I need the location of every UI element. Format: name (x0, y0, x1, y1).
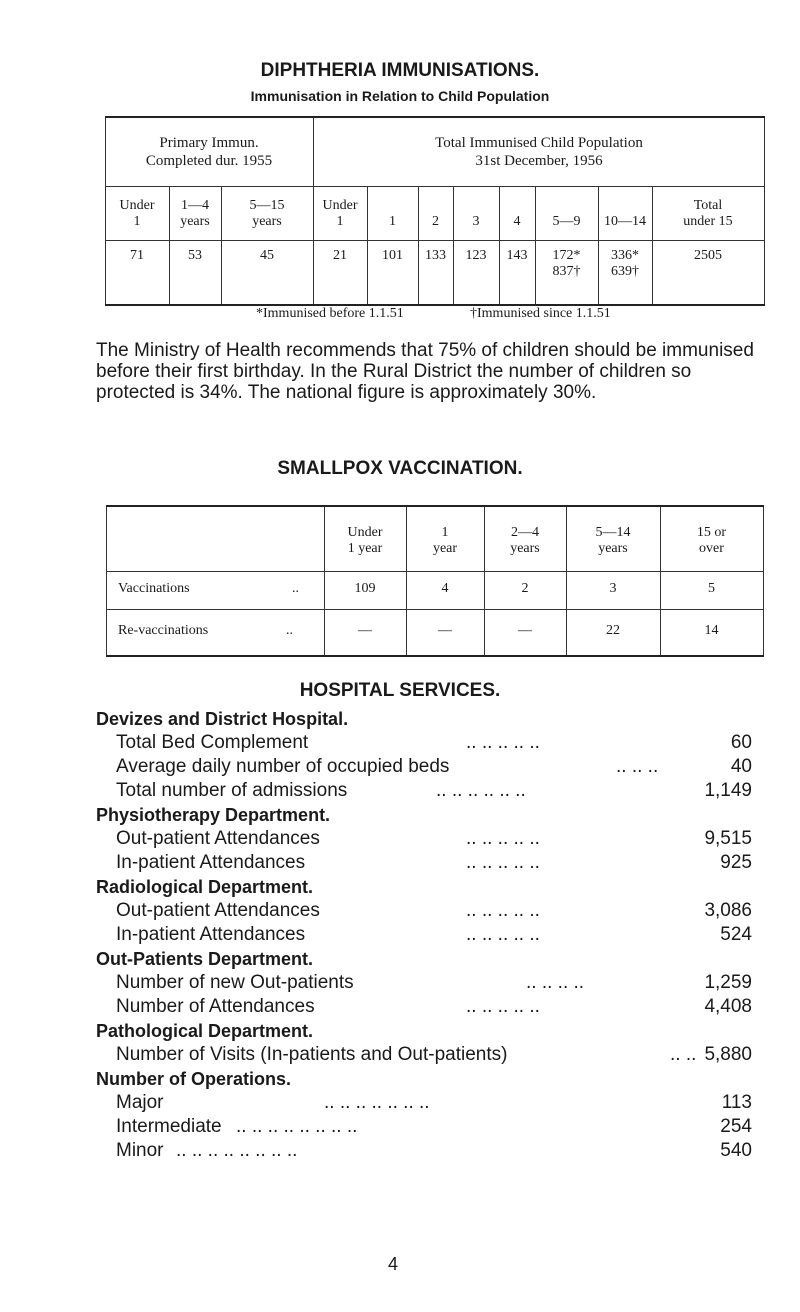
footnote-dagger: †Immunised since 1.1.51 (470, 306, 611, 321)
list-item (96, 732, 752, 754)
footnote-star: *Immunised before 1.1.51 (256, 306, 404, 321)
table-cell: 14 (704, 623, 719, 638)
item-label: Number of Visits (In-patients and Out-patients) (116, 1044, 508, 1065)
table-cell: 53 (188, 248, 202, 263)
table-cell: 45 (260, 248, 274, 263)
item-dots: .. .. .. .. .. (466, 924, 540, 945)
section-heading: Physiotherapy Department. (96, 805, 331, 825)
item-dots: .. .. .. .. .. (466, 828, 540, 849)
hospital-title: HOSPITAL SERVICES. (299, 680, 501, 701)
list-item (96, 780, 752, 802)
smallpox-title: SMALLPOX VACCINATION. (277, 458, 523, 479)
total-immunised-header: Total Immunised Child Population 31st December, 1956 (435, 135, 643, 169)
item-dots: .. .. .. (616, 756, 659, 777)
list-item (96, 852, 752, 874)
table-cell: 71 (130, 248, 144, 263)
item-dots: .. .. .. .. .. .. .. .. (176, 1140, 298, 1161)
table-cell: 22 (606, 623, 620, 638)
item-value: 113 (721, 1092, 752, 1113)
list-item (96, 828, 752, 850)
item-label: Number of Attendances (116, 996, 315, 1017)
list-item (96, 996, 752, 1018)
col-header: 10—14 (604, 214, 646, 229)
item-label: Total Bed Complement (116, 732, 309, 753)
item-value: 5,880 (704, 1044, 752, 1065)
list-item (96, 1092, 752, 1114)
item-label: Out-patient Attendances (116, 900, 320, 921)
list-item (96, 900, 752, 922)
table-cell: — (518, 623, 532, 638)
item-label: Minor (116, 1140, 164, 1161)
list-item (96, 924, 752, 946)
item-dots: .. .. .. .. .. .. .. .. (236, 1116, 358, 1137)
col-header: Total under 15 (683, 198, 733, 229)
item-label: Number of new Out-patients (116, 972, 354, 993)
section-heading: Pathological Department. (96, 1021, 314, 1041)
table-cell: 2505 (694, 248, 722, 263)
primary-immun-header: Primary Immun. Completed dur. 1955 (145, 135, 273, 169)
table-cell: — (358, 623, 372, 638)
section-heading: Number of Operations. (96, 1069, 292, 1089)
row-label: Vaccinations (118, 581, 190, 596)
item-dots: .. .. .. .. .. (466, 996, 540, 1017)
item-value: 524 (720, 924, 752, 945)
col-header: 2—4 years (510, 525, 540, 556)
item-label: Intermediate (116, 1116, 222, 1137)
item-value: 3,086 (704, 900, 752, 921)
row-dots: .. (292, 581, 299, 596)
item-value: 40 (730, 756, 752, 777)
item-label: Total number of admissions (116, 780, 348, 801)
section-heading: Devizes and District Hospital. (96, 709, 349, 729)
col-header: 5—14 years (595, 525, 631, 556)
row-dots: .. (286, 623, 293, 638)
list-item (96, 756, 752, 778)
item-value: 60 (730, 732, 752, 753)
col-header: 15 or over (696, 525, 727, 556)
diphtheria-title: DIPHTHERIA IMMUNISATIONS. (260, 60, 540, 81)
table-cell: 172* 837† (552, 248, 581, 279)
item-dots: .. .. .. .. .. (466, 900, 540, 921)
table-cell: 123 (465, 248, 487, 263)
item-label: Average daily number of occupied beds (116, 756, 450, 777)
item-dots: .. .. .. .. .. .. (436, 780, 526, 801)
col-header: 2 (432, 214, 439, 229)
page-number: 4 (388, 1254, 399, 1274)
item-value: 4,408 (704, 996, 752, 1017)
col-header: 4 (513, 214, 521, 229)
table-cell: 2 (521, 581, 529, 596)
smallpox-table (106, 505, 764, 657)
section-heading: Out-Patients Department. (96, 949, 314, 969)
list-item (96, 972, 752, 994)
item-label: In-patient Attendances (116, 852, 306, 873)
table-cell: 336* 639† (611, 248, 639, 279)
col-header: 3 (472, 214, 480, 229)
item-value: 9,515 (704, 828, 752, 849)
table-cell: 101 (382, 248, 403, 263)
col-header: Under 1 (119, 198, 155, 229)
col-header: 1 (389, 214, 396, 229)
list-item (96, 1140, 752, 1162)
item-dots: .. .. .. .. (526, 972, 585, 993)
item-label: In-patient Attendances (116, 924, 306, 945)
col-header: 1—4 years (180, 198, 210, 229)
table-cell: 3 (609, 581, 617, 596)
table-cell: 109 (354, 581, 376, 596)
list-item (96, 1116, 752, 1138)
col-header: 1 year (432, 525, 458, 556)
item-dots: .. .. .. .. .. (466, 732, 540, 753)
col-header: 5—15 years (249, 198, 285, 229)
table-cell: 133 (425, 248, 446, 263)
table-cell: — (438, 623, 452, 638)
item-dots: .. .. .. .. .. .. .. (324, 1092, 430, 1113)
table-cell: 21 (333, 248, 347, 263)
diphtheria-subtitle: Immunisation in Relation to Child Population (250, 88, 550, 104)
table-cell: 143 (506, 248, 528, 263)
item-dots: .. .. .. .. .. (466, 852, 540, 873)
item-value: 1,149 (704, 780, 752, 801)
col-header: Under 1 year (347, 525, 383, 556)
table-cell: 4 (441, 581, 449, 596)
ministry-paragraph: The Ministry of Health recommends that 75% of children should be immunised before their first birthday. In the Rural District the number of children so protected is 34%. The national figure is approximately 30%. (96, 340, 754, 403)
item-label: Out-patient Attendances (116, 828, 320, 849)
section-heading: Radiological Department. (96, 877, 314, 897)
item-label: Major (116, 1092, 164, 1113)
col-header: 5—9 (552, 214, 581, 229)
col-header: Under 1 (322, 198, 358, 229)
item-value: 540 (720, 1140, 752, 1161)
list-item (96, 1044, 752, 1066)
row-label: Re-vaccinations (118, 623, 209, 638)
item-value: 1,259 (704, 972, 752, 993)
table-cell: 5 (708, 581, 715, 596)
item-dots: .. .. (670, 1044, 697, 1065)
diphtheria-table (105, 116, 765, 306)
item-value: 925 (720, 852, 752, 873)
item-value: 254 (720, 1116, 752, 1137)
